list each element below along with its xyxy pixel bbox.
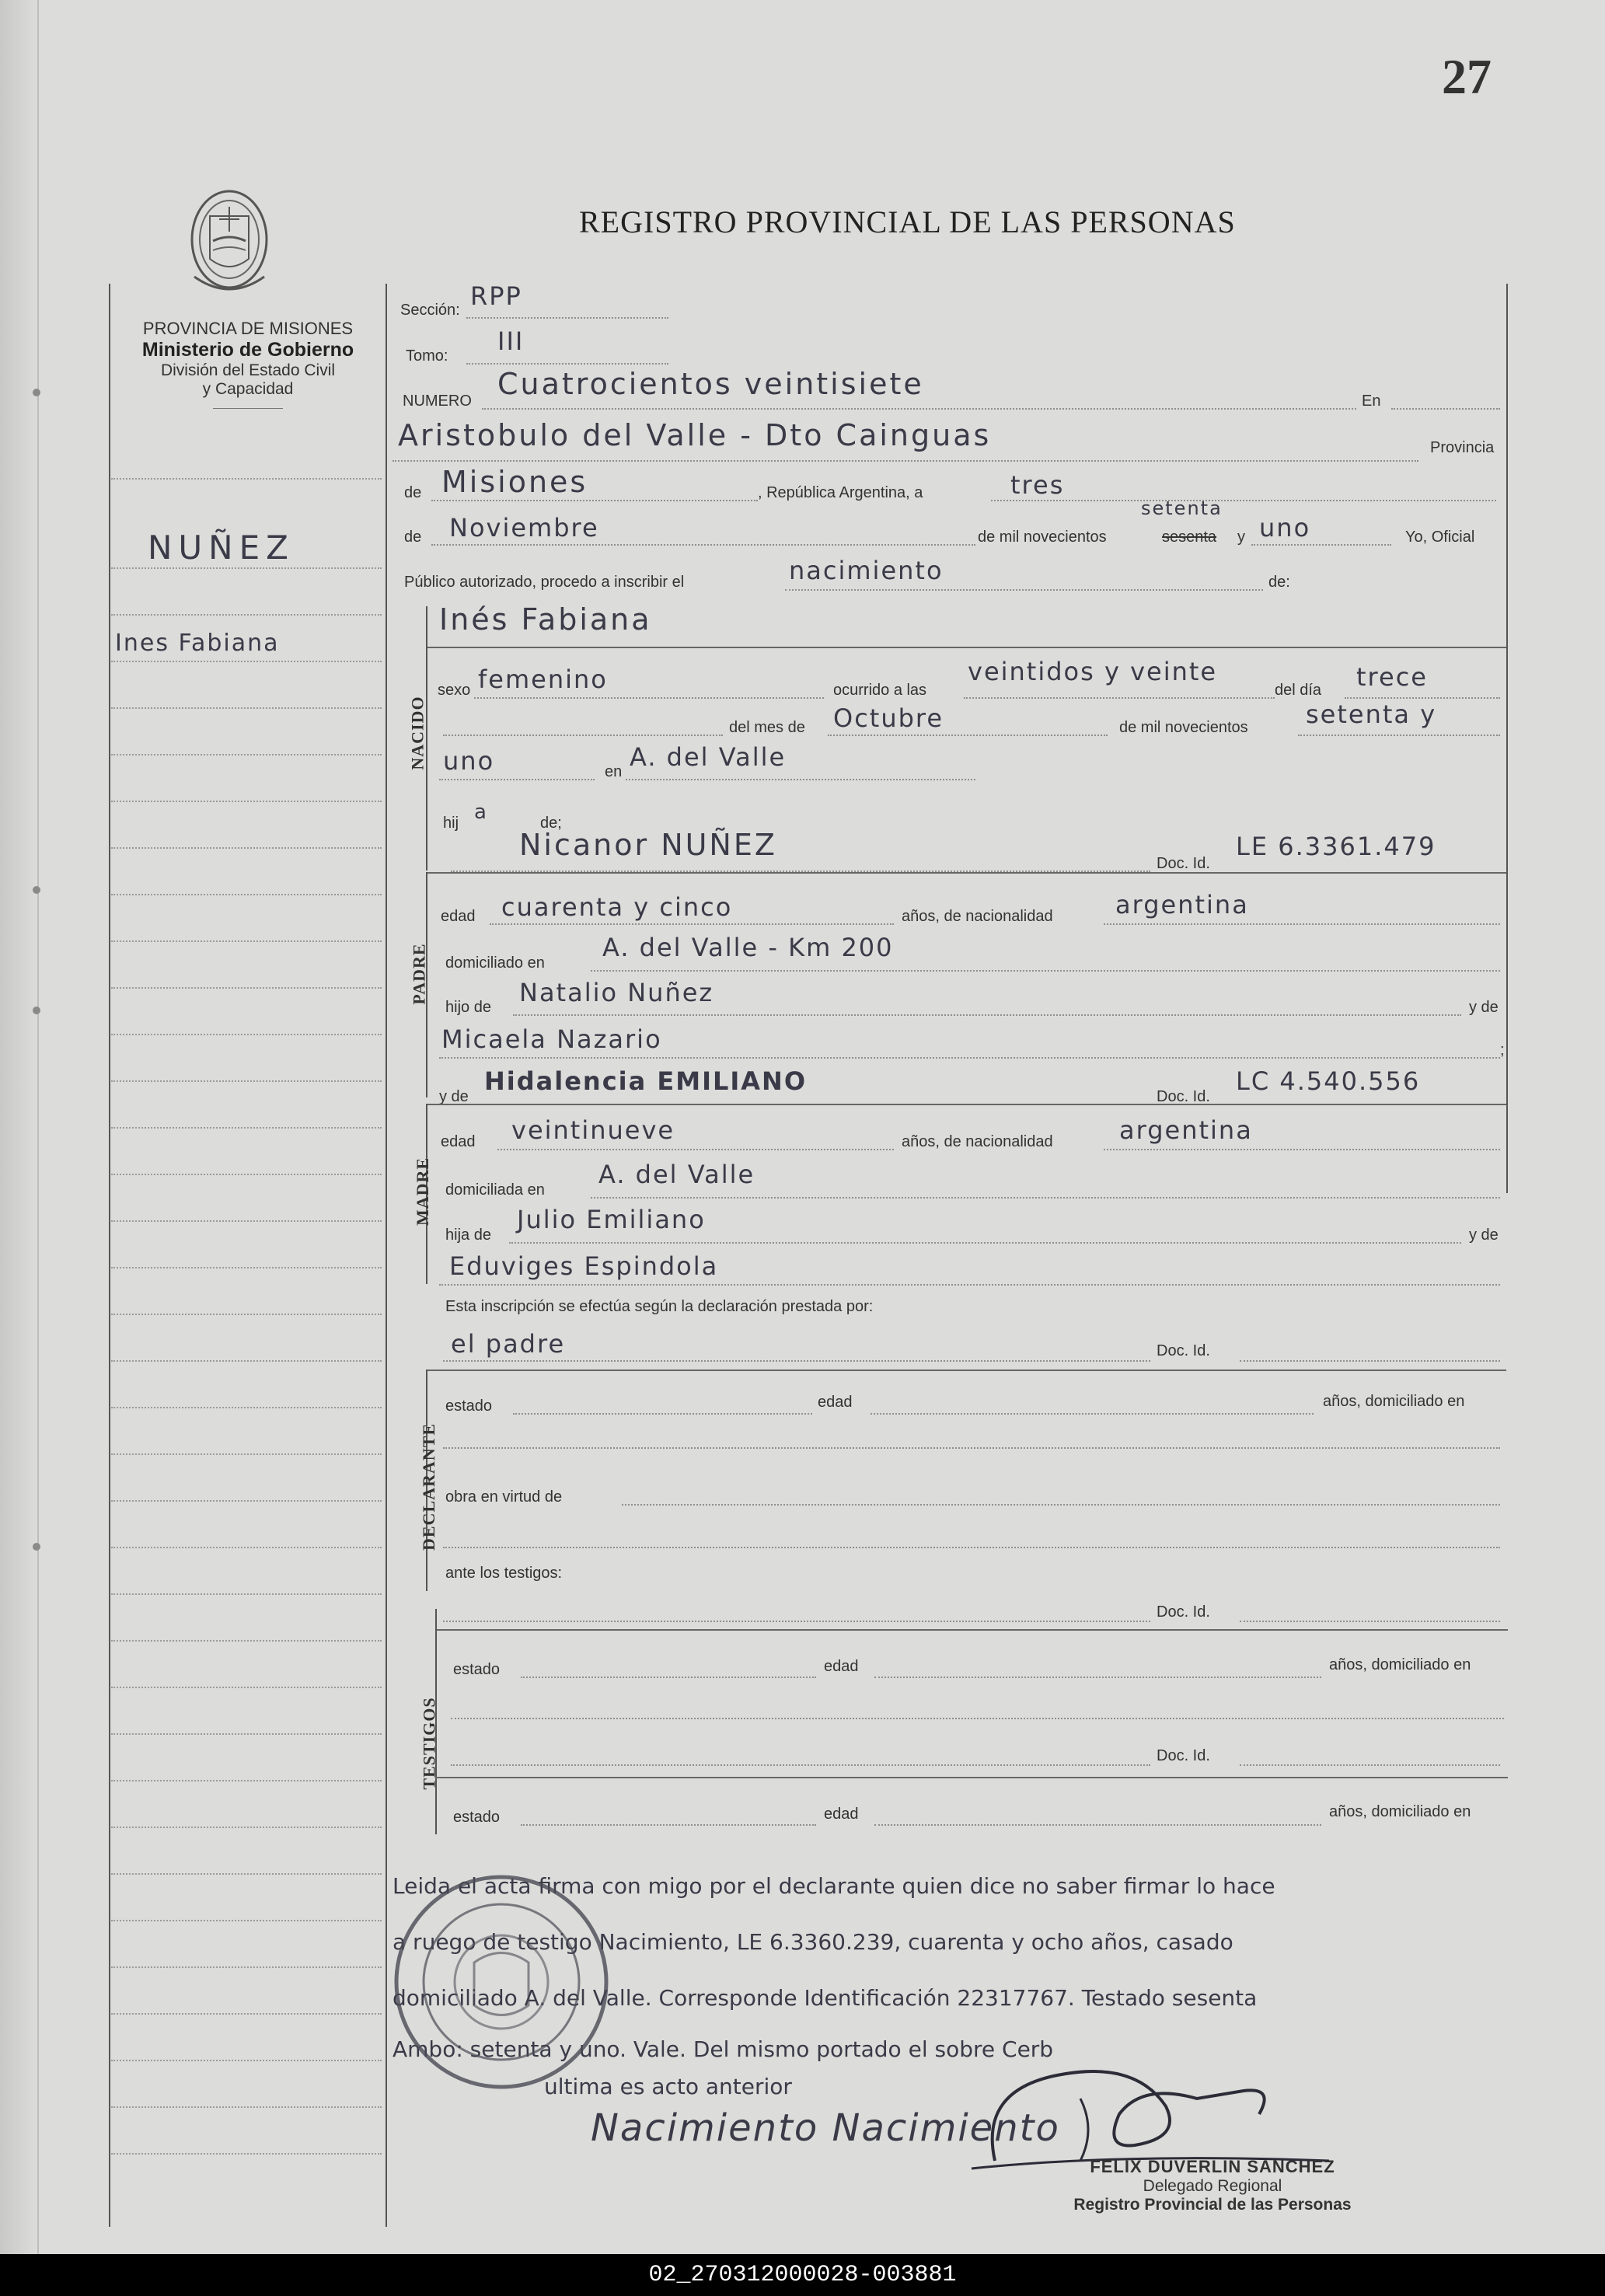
frame-left <box>109 284 110 2227</box>
label-edad-m: edad <box>441 1133 476 1150</box>
label-sexo: sexo <box>438 682 471 699</box>
dotted-line <box>466 363 668 365</box>
divider <box>213 408 283 409</box>
signature-block <box>1010 2157 1415 2214</box>
signatory-name: FELIX DUVERLIN SANCHEZ <box>1090 2157 1335 2176</box>
field-lugar: Aristobulo del Valle - Dto Cainguas <box>398 418 992 452</box>
dotted-line <box>521 1824 816 1826</box>
margin-guide <box>111 940 382 942</box>
label-de-mil-nov-2: de mil novecientos <box>1119 719 1248 736</box>
signatory-office: Registro Provincial de las Personas <box>1073 2196 1352 2214</box>
provincial-crest-icon <box>187 185 272 309</box>
section-declarante: DECLARANTE <box>419 1422 439 1551</box>
dotted-line <box>513 1014 1461 1016</box>
label-anos-domiciliado: años, domiciliado en <box>1323 1393 1465 1410</box>
note-line: domiciliado A. del Valle. Corresponde Identificación 22317767. Testado sesenta <box>393 1985 1258 2011</box>
office-ministry: Ministerio de Gobierno <box>141 339 354 361</box>
rule <box>426 647 1506 648</box>
dotted-line <box>439 779 595 780</box>
field-acto: nacimiento <box>789 556 944 585</box>
field-dia: tres <box>1010 470 1065 500</box>
field-padre-doc: LE 6.3361.479 <box>1236 832 1436 861</box>
field-padre-hijo-de: Natalio Nuñez <box>519 978 714 1007</box>
binder-hole <box>33 1543 40 1551</box>
dotted-line <box>431 544 975 546</box>
dotted-line <box>474 697 824 699</box>
dotted-line <box>1240 1360 1500 1362</box>
label-de: de <box>404 484 422 501</box>
dotted-line <box>497 1149 894 1150</box>
margin-guide <box>111 1687 382 1688</box>
signature-note: Nacimiento Nacimiento <box>591 2106 1060 2150</box>
margin-given-names: Ines Fabiana <box>115 630 280 657</box>
binder-hole <box>33 389 40 396</box>
margin-guide <box>111 614 382 616</box>
field-padre-edad: cuarenta y cinco <box>501 892 733 922</box>
dotted-line <box>513 1413 812 1415</box>
binder-hole <box>33 886 40 894</box>
issuing-office <box>109 319 387 409</box>
dotted-line <box>1104 923 1500 925</box>
margin-guide <box>111 1827 382 1828</box>
field-madre-hija-de: Julio Emiliano <box>517 1205 706 1234</box>
field-anio-nac: setenta y <box>1306 700 1437 729</box>
official-seal-icon <box>389 1869 614 2095</box>
rule <box>435 1629 1508 1631</box>
margin-guide <box>111 1640 382 1642</box>
margin-guide <box>111 2013 382 2015</box>
field-padre-nac: argentina <box>1115 890 1249 919</box>
label-hijo-de: hijo de <box>445 999 491 1016</box>
rule <box>426 1370 1506 1371</box>
dotted-line <box>874 1677 1321 1678</box>
note-line: Ambo: setenta y uno. Vale. Del mismo portado el sobre Cerb <box>393 2036 1054 2062</box>
field-padre-dom: A. del Valle - Km 200 <box>602 933 894 962</box>
label-seccion: Sección: <box>400 302 460 319</box>
dotted-line <box>1240 1764 1500 1766</box>
margin-guide <box>111 1920 382 1921</box>
dotted-line <box>1391 408 1500 410</box>
margin-guide <box>111 1733 382 1735</box>
dotted-line <box>482 408 1356 410</box>
label-tomo: Tomo: <box>406 347 448 365</box>
label-del-dia: del día <box>1275 682 1322 699</box>
dotted-line <box>1345 697 1500 699</box>
dotted-line <box>443 1547 1500 1548</box>
section-padre: PADRE <box>409 943 429 1005</box>
label-de-mil-novecientos: de mil novecientos <box>978 529 1107 546</box>
label-numero: NUMERO <box>403 393 472 410</box>
section-madre: MADRE <box>413 1157 433 1227</box>
dotted-line <box>393 460 1418 462</box>
margin-guide <box>111 754 382 755</box>
margin-guide <box>111 1034 382 1035</box>
field-hij-suffix: a <box>474 801 488 824</box>
margin-guide <box>111 478 382 480</box>
section-testigos: TESTIGOS <box>419 1697 439 1790</box>
label-y-de-m: y de <box>1469 1227 1499 1244</box>
dotted-line <box>871 1413 1314 1415</box>
dotted-line <box>874 1824 1321 1826</box>
margin-guide <box>111 987 382 989</box>
label-semicolon: ; <box>1500 1042 1505 1059</box>
dotted-line <box>1240 1621 1500 1622</box>
dotted-line <box>451 1764 1150 1766</box>
rule <box>435 1777 1508 1778</box>
rule <box>426 1104 1506 1105</box>
field-lugar-nac: A. del Valle <box>630 742 787 772</box>
margin-guide <box>111 1174 382 1175</box>
field-anio-sobre: setenta <box>1141 497 1223 519</box>
margin-guide <box>111 567 382 569</box>
margin-guide <box>111 1873 382 1875</box>
dotted-line <box>521 1677 816 1678</box>
margin-guide <box>111 1314 382 1315</box>
margin-guide <box>111 2153 382 2155</box>
page-number: 27 <box>1442 49 1492 104</box>
field-hora: veintidos y veinte <box>968 657 1218 686</box>
label-y: y <box>1237 529 1245 546</box>
margin-guide <box>111 1593 382 1595</box>
margin-guide <box>111 2060 382 2061</box>
field-tomo: III <box>497 326 525 356</box>
dotted-line <box>439 1284 1500 1286</box>
office-province: PROVINCIA DE MISIONES <box>142 319 354 338</box>
margin-guide <box>111 847 382 849</box>
label-anos-nac: años, de nacionalidad <box>902 908 1053 925</box>
margin-surname: NUÑEZ <box>148 529 295 567</box>
dotted-line <box>991 500 1496 501</box>
field-madre-nombre: Hidalencia EMILIANO <box>484 1066 808 1096</box>
label-domiciliado-en: domiciliado en <box>445 954 545 972</box>
label-anos-nac-m: años, de nacionalidad <box>902 1133 1053 1150</box>
field-seccion: RPP <box>470 281 522 311</box>
label-provincia: Provincia <box>1430 439 1495 456</box>
label-yo-oficial: Yo, Oficial <box>1405 529 1475 546</box>
label-hij: hij <box>443 815 459 832</box>
margin-guide <box>111 1267 382 1268</box>
margin-guide <box>111 801 382 802</box>
margin-guide <box>111 1547 382 1548</box>
dotted-line <box>509 1242 1461 1244</box>
label-republica: , República Argentina, a <box>758 484 923 501</box>
field-anio: uno <box>1259 513 1311 543</box>
label-ante: ante los testigos: <box>445 1565 563 1582</box>
frame-right <box>1506 284 1508 1193</box>
dotted-line <box>622 1504 1500 1506</box>
page-title: REGISTRO PROVINCIAL DE LAS PERSONAS <box>579 204 1236 239</box>
field-padre-madre: Micaela Nazario <box>441 1024 662 1054</box>
field-madre-nac: argentina <box>1119 1115 1253 1145</box>
label-doc-id-5: Doc. Id. <box>1157 1747 1210 1764</box>
field-madre-edad: veintinueve <box>511 1115 675 1145</box>
margin-guide <box>111 661 382 662</box>
dotted-line <box>443 1447 1500 1449</box>
label-publico: Público autorizado, procedo a inscribir el <box>404 574 685 591</box>
label-y-de: y de <box>1469 999 1499 1016</box>
dotted-line <box>828 735 1108 736</box>
label-en: En <box>1362 393 1381 410</box>
field-declarante: el padre <box>451 1329 566 1359</box>
label-del-mes: del mes de <box>729 719 805 736</box>
label-domiciliada-en: domiciliada en <box>445 1181 545 1199</box>
note-line: a ruego de testigo Nacimiento, LE 6.3360.239, cuarenta y ocho años, casado <box>393 1929 1233 1955</box>
margin-guide <box>111 707 382 709</box>
section-nacido: NACIDO <box>407 696 427 770</box>
dotted-line <box>443 1360 1150 1362</box>
field-numero: Cuatrocientos veintisiete <box>497 367 924 401</box>
dotted-line <box>451 1718 1504 1719</box>
field-madre-madre: Eduviges Espindola <box>449 1251 719 1281</box>
label-de-colon: de: <box>1268 574 1290 591</box>
margin-guide <box>111 1127 382 1129</box>
label-de-2: de <box>404 529 422 546</box>
field-mes: Noviembre <box>449 513 599 543</box>
dotted-line <box>1298 735 1500 736</box>
label-doc-id-4: Doc. Id. <box>1157 1603 1210 1621</box>
dotted-line <box>443 735 723 736</box>
margin-guide <box>111 1453 382 1455</box>
margin-guide <box>111 1966 382 1968</box>
label-doc-id-3: Doc. Id. <box>1157 1342 1210 1359</box>
field-mes-nac: Octubre <box>833 703 944 733</box>
margin-guide <box>111 894 382 895</box>
label-ocurrido: ocurrido a las <box>833 682 927 699</box>
field-sexo: femenino <box>478 665 608 694</box>
dotted-line <box>1104 1149 1500 1150</box>
note-line: ultima es acto anterior <box>544 2074 792 2099</box>
field-madre-doc: LC 4.540.556 <box>1236 1066 1421 1096</box>
label-de-colon-2: de; <box>540 815 562 832</box>
dotted-line <box>964 697 1275 699</box>
label-doc-id-2: Doc. Id. <box>1157 1088 1210 1105</box>
dotted-line <box>626 779 975 780</box>
note-line: Leida el acta firma con migo por el declarante quien dice no saber firmar lo hace <box>393 1873 1275 1899</box>
label-sesenta-struck: sesenta <box>1162 529 1217 546</box>
field-padre-nombre: Nicanor NUÑEZ <box>519 828 777 862</box>
field-madre-dom: A. del Valle <box>598 1160 755 1189</box>
field-nombre: Inés Fabiana <box>439 602 652 637</box>
label-estado: estado <box>445 1397 493 1415</box>
label-en-2: en <box>605 763 623 780</box>
dotted-line <box>431 500 758 501</box>
dotted-line <box>591 1197 1500 1199</box>
dotted-line <box>439 1057 1500 1059</box>
image-caption: 02_270312000028-003881 <box>0 2254 1605 2296</box>
office-division-2: y Capacidad <box>202 380 294 398</box>
rule <box>426 872 1506 874</box>
label-anos-domiciliado-t1: años, domiciliado en <box>1329 1656 1471 1673</box>
label-edad-d: edad <box>818 1394 853 1411</box>
margin-guide <box>111 1780 382 1781</box>
margin-guide <box>111 1220 382 1222</box>
label-estado-t1: estado <box>453 1661 501 1678</box>
label-hija-de: hija de <box>445 1227 491 1244</box>
dotted-line <box>443 1621 1150 1622</box>
office-division: División del Estado Civil <box>160 361 336 379</box>
field-provincia: Misiones <box>441 465 588 499</box>
margin-guide <box>111 1500 382 1502</box>
field-dia-nac: trece <box>1356 662 1428 692</box>
margin-guide <box>111 1360 382 1362</box>
margin-guide <box>111 1080 382 1082</box>
field-anio-nac-2: uno <box>443 746 495 776</box>
label-edad-t1: edad <box>824 1658 859 1675</box>
dotted-line <box>785 589 1263 591</box>
dotted-line <box>490 923 894 925</box>
label-obra: obra en virtud de <box>445 1488 563 1506</box>
margin-guide <box>111 2106 382 2108</box>
binder-hole <box>33 1007 40 1014</box>
dotted-line <box>1251 544 1391 546</box>
label-doc-id: Doc. Id. <box>1157 855 1210 872</box>
label-y-de-2: y de <box>439 1088 469 1105</box>
signatory-role: Delegado Regional <box>1143 2177 1282 2195</box>
label-anos-domiciliado-t2: años, domiciliado en <box>1329 1803 1471 1820</box>
margin-guide <box>111 1407 382 1408</box>
dotted-line <box>591 970 1500 972</box>
frame-middle <box>386 284 387 2227</box>
label-esta-inscripcion: Esta inscripción se efectúa según la declaración prestada por: <box>445 1298 874 1315</box>
label-edad-t2: edad <box>824 1806 859 1823</box>
dotted-line <box>466 317 668 319</box>
label-edad: edad <box>441 908 476 925</box>
label-estado-t2: estado <box>453 1809 501 1826</box>
